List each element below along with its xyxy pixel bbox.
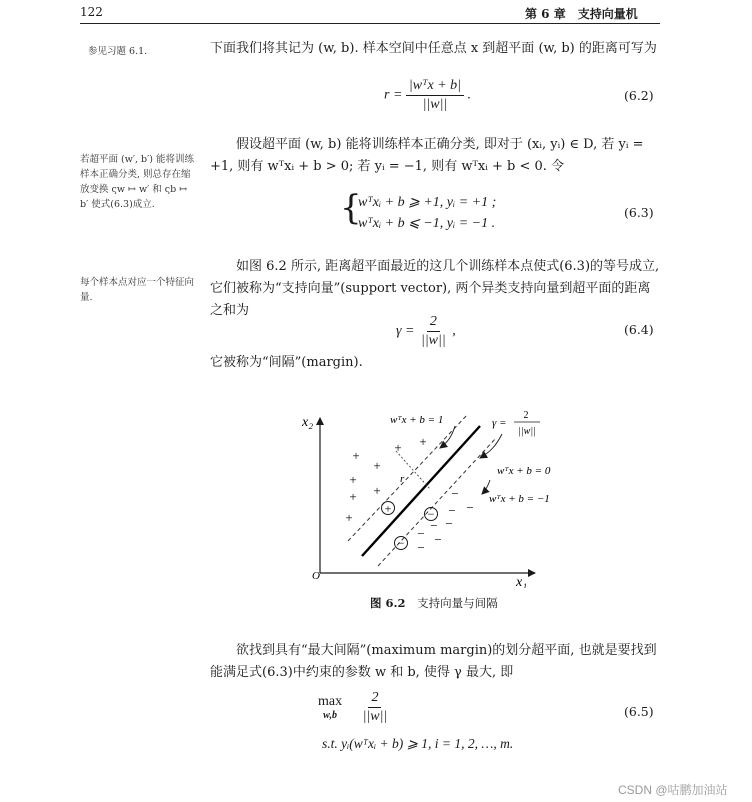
distance-r-label: r bbox=[400, 473, 405, 485]
eq62-tail: . bbox=[467, 87, 472, 103]
paragraph-support-vectors: 如图 6.2 所示, 距离超平面最近的这几个训练样本点使式(6.3)的等号成立, 它们被称为“支持向量”(support vector), 两个异类支持向量到超平面的距离之和为 bbox=[210, 259, 660, 318]
label-gamma: γ = bbox=[492, 417, 507, 429]
sidenote-scaling: 若超平面 (w′, b′) 能将训练样本正确分类, 则总存在缩放变换 ςw ↦ w′ 和 ςb ↦ b′ 使式(6.3)成立. bbox=[80, 154, 195, 210]
label-gamma-denominator: ||w|| bbox=[518, 426, 536, 437]
axis-y-label: x₂ bbox=[302, 415, 314, 430]
label-upper-boundary: wᵀx + b = 1 bbox=[390, 414, 444, 426]
eq65-numerator: 2 bbox=[368, 690, 381, 708]
eq65-max: max bbox=[318, 694, 343, 709]
negative-points bbox=[395, 486, 474, 555]
eq64-tail: , bbox=[452, 323, 456, 339]
arrow-upper-boundary bbox=[440, 426, 455, 448]
eq65-denominator: ||w|| bbox=[362, 709, 388, 724]
eq62-number: (6.2) bbox=[624, 88, 654, 103]
label-lower-boundary: wᵀx + b = −1 bbox=[489, 493, 550, 505]
eq62-lhs: r = bbox=[384, 87, 403, 103]
equation-6-2 bbox=[384, 78, 471, 113]
eq64-number: (6.4) bbox=[624, 322, 654, 337]
equation-6-4 bbox=[396, 314, 456, 349]
support-vector-negative-sign: − bbox=[427, 507, 435, 521]
eq65-fraction bbox=[360, 690, 391, 725]
negative-point: − bbox=[434, 532, 442, 547]
label-gamma-numerator: 2 bbox=[523, 410, 529, 421]
equation-6-5 bbox=[318, 690, 390, 725]
eq63-line1: wᵀxᵢ + b ⩾ +1, yᵢ = +1 ; bbox=[358, 195, 497, 210]
negative-point: − bbox=[417, 526, 425, 541]
arrow-hyperplane bbox=[480, 434, 502, 458]
eq63-brace: { bbox=[340, 188, 362, 228]
positive-point: + bbox=[373, 483, 381, 498]
eq65-constraint: s.t. yᵢ(wᵀxᵢ + b) ⩾ 1, i = 1, 2, …, m. bbox=[322, 736, 514, 751]
eq64-lhs: γ = bbox=[396, 323, 415, 339]
figure-caption-text: 支持向量与间隔 bbox=[417, 596, 498, 610]
negative-point: − bbox=[451, 486, 459, 501]
support-vector-positive-sign: + bbox=[384, 501, 392, 516]
positive-point: + bbox=[349, 489, 357, 504]
eq64-fraction bbox=[418, 314, 449, 349]
negative-point: − bbox=[466, 500, 474, 515]
sidenote-exercise-ref: 参见习题 6.1. bbox=[88, 46, 148, 57]
header-rule bbox=[80, 23, 660, 24]
positive-point: + bbox=[352, 448, 360, 463]
axis-x-label: x₁ bbox=[516, 575, 528, 588]
eq62-denominator: ||w|| bbox=[422, 97, 448, 112]
arrow-lower-boundary bbox=[482, 480, 490, 494]
figure-caption bbox=[370, 595, 498, 611]
eq64-denominator: ||w|| bbox=[420, 333, 446, 348]
positive-point: + bbox=[345, 510, 353, 525]
negative-point: − bbox=[445, 516, 453, 531]
negative-point: − bbox=[448, 503, 456, 518]
figure-svm-margin bbox=[290, 398, 590, 588]
support-vector-negative-sign: − bbox=[397, 536, 405, 550]
label-hyperplane: wᵀx + b = 0 bbox=[497, 465, 551, 477]
origin-label: O bbox=[312, 570, 320, 582]
positive-point: + bbox=[394, 440, 402, 455]
eq65-subscript: w,b bbox=[323, 710, 337, 721]
figure-caption-label: 图 6.2 bbox=[370, 596, 406, 610]
eq62-numerator: |wᵀx + b| bbox=[406, 78, 464, 96]
watermark: CSDN @咕鹏加油站 bbox=[618, 783, 728, 797]
paragraph-margin: 它被称为“间隔”(margin). bbox=[210, 355, 363, 370]
eq65-operator bbox=[318, 694, 342, 721]
positive-points bbox=[345, 434, 426, 525]
negative-point: − bbox=[430, 518, 438, 533]
sidenote-feature-vector: 每个样本点对应一个特征向量. bbox=[80, 277, 195, 303]
positive-point: + bbox=[373, 458, 381, 473]
positive-point: + bbox=[349, 472, 357, 487]
paragraph-classification: 假设超平面 (w, b) 能将训练样本正确分类, 即对于 (xᵢ, yᵢ) ∈ D, 若 yᵢ = +1, 则有 wᵀxᵢ + b > 0; 若 yᵢ = −1, 则有 wᵀxᵢ + b < 0. 令 bbox=[210, 137, 644, 174]
eq63-line2: wᵀxᵢ + b ⩽ −1, yᵢ = −1 . bbox=[358, 216, 496, 231]
eq62-fraction bbox=[406, 78, 464, 113]
eq65-number: (6.5) bbox=[624, 704, 654, 719]
paragraph-distance-intro: 下面我们将其记为 (w, b). 样本空间中任意点 x 到超平面 (w, b) 的距离可写为 bbox=[210, 41, 657, 56]
negative-point: − bbox=[417, 540, 425, 555]
running-header-chapter: 第 6 章 支持向量机 bbox=[525, 7, 638, 21]
equation-6-3 bbox=[358, 192, 496, 234]
paragraph-max-margin: 欲找到具有“最大间隔”(maximum margin)的划分超平面, 也就是要找到能满足式(6.3)中约束的参数 w 和 b, 使得 γ 最大, 即 bbox=[210, 643, 657, 680]
page-number: 122 bbox=[80, 5, 103, 19]
eq63-number: (6.3) bbox=[624, 205, 654, 220]
eq64-numerator: 2 bbox=[427, 314, 440, 332]
positive-point: + bbox=[419, 434, 427, 449]
